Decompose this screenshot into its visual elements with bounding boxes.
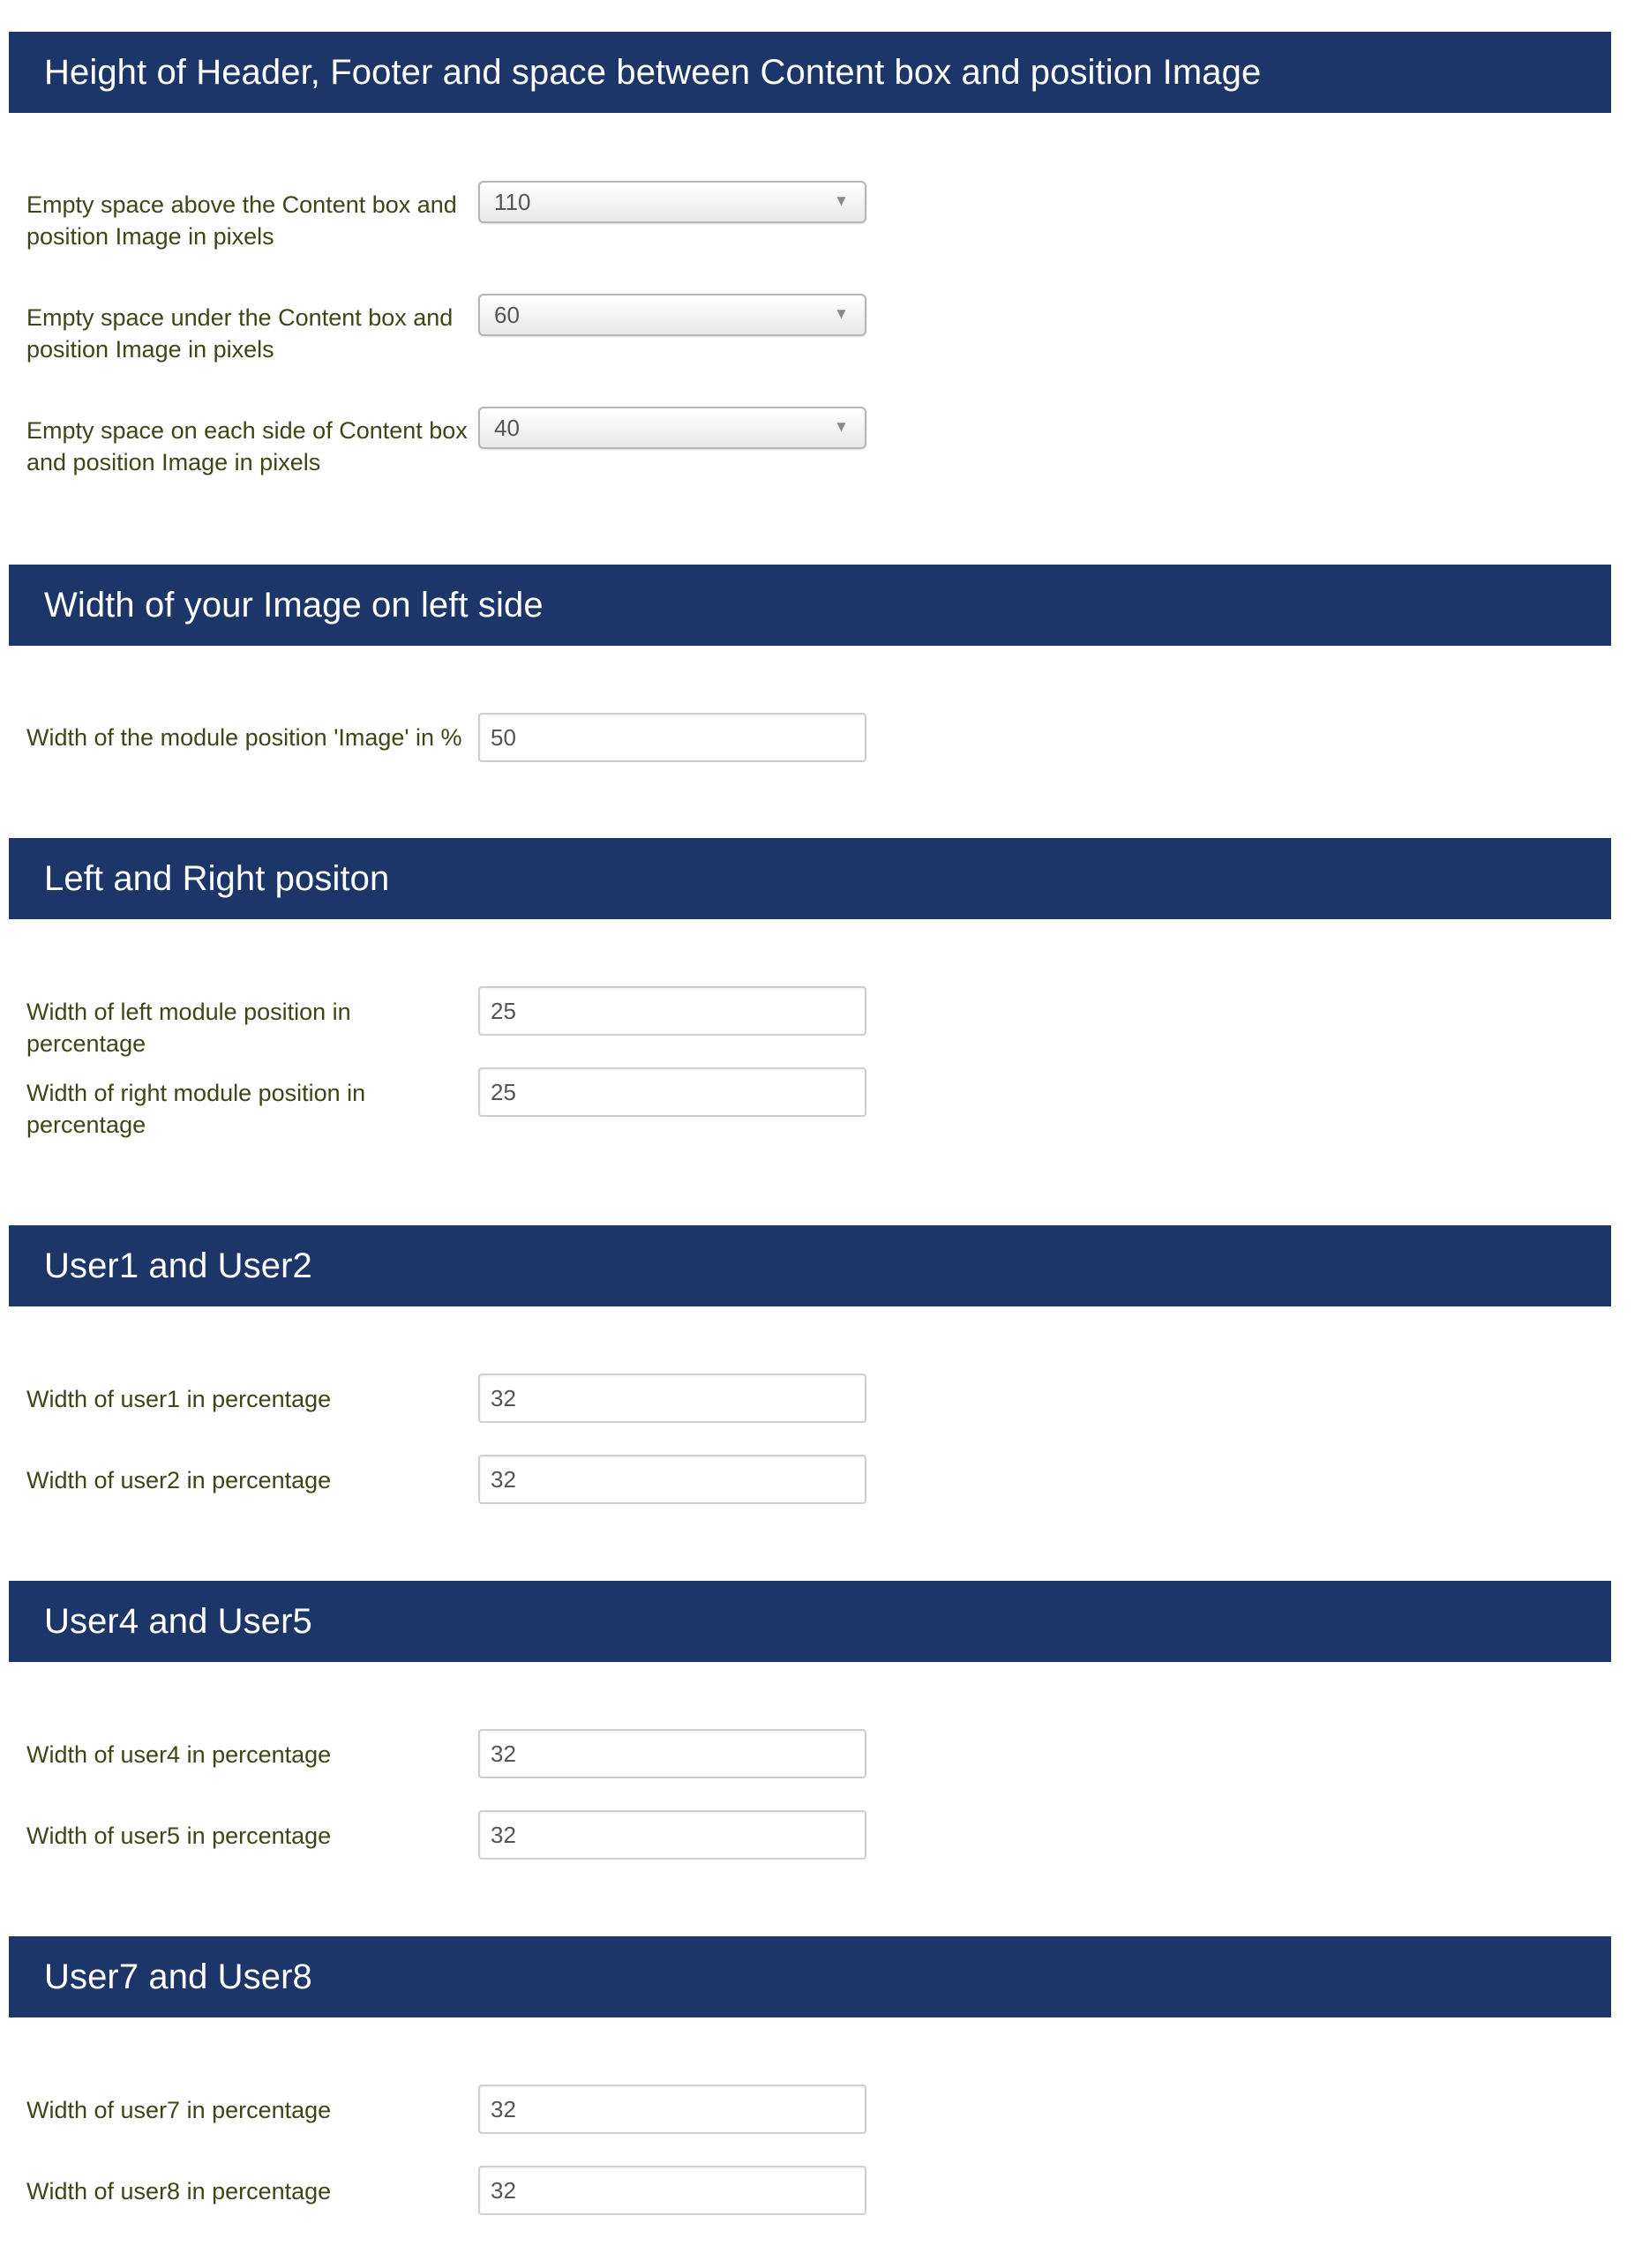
triangle-down-icon: ▼ [834, 305, 849, 322]
select-value: 110 [494, 188, 531, 215]
triangle-down-icon: ▼ [834, 418, 849, 435]
image-width-input[interactable] [478, 713, 866, 762]
right-width-label: Width of right module position in percentage [26, 1080, 366, 1138]
user8-width-input[interactable] [478, 2166, 866, 2215]
user7-width-input[interactable] [478, 2085, 866, 2134]
empty-space-side-select[interactable] [478, 407, 866, 449]
user1-width-input[interactable] [478, 1374, 866, 1423]
left-width-label: Width of left module position in percentage [26, 999, 351, 1057]
triangle-down-icon: ▼ [834, 192, 849, 209]
section-header-height: Height of Header, Footer and space between Content box and position Image [9, 32, 1611, 113]
section-header-user1-user2: User1 and User2 [9, 1225, 1611, 1306]
section-header-user7-user8: User7 and User8 [9, 1936, 1611, 2017]
user7-width-label: Width of user7 in percentage [26, 2097, 332, 2123]
user1-width-label: Width of user1 in percentage [26, 1386, 332, 1412]
user5-width-label: Width of user5 in percentage [26, 1823, 332, 1849]
section-header-left-right: Left and Right positon [9, 838, 1611, 919]
user2-width-label: Width of user2 in percentage [26, 1467, 332, 1493]
image-width-label: Width of the module position 'Image' in % [26, 724, 462, 751]
left-width-input[interactable] [478, 986, 866, 1036]
user5-width-input[interactable] [478, 1810, 866, 1860]
user4-width-label: Width of user4 in percentage [26, 1741, 332, 1768]
empty-space-side-label: Empty space on each side of Content box and position Image in pixels [26, 417, 468, 475]
user2-width-input[interactable] [478, 1455, 866, 1504]
section-header-user4-user5: User4 and User5 [9, 1581, 1611, 1662]
empty-space-above-select[interactable] [478, 181, 866, 223]
select-value: 40 [494, 414, 520, 441]
user8-width-label: Width of user8 in percentage [26, 2178, 332, 2204]
user4-width-input[interactable] [478, 1729, 866, 1778]
section-header-image-width: Width of your Image on left side [9, 565, 1611, 646]
select-value: 60 [494, 301, 520, 328]
right-width-input[interactable] [478, 1067, 866, 1117]
empty-space-above-label: Empty space above the Content box and position Image in pixels [26, 191, 457, 250]
empty-space-under-label: Empty space under the Content box and position Image in pixels [26, 304, 454, 363]
empty-space-under-select[interactable] [478, 294, 866, 336]
